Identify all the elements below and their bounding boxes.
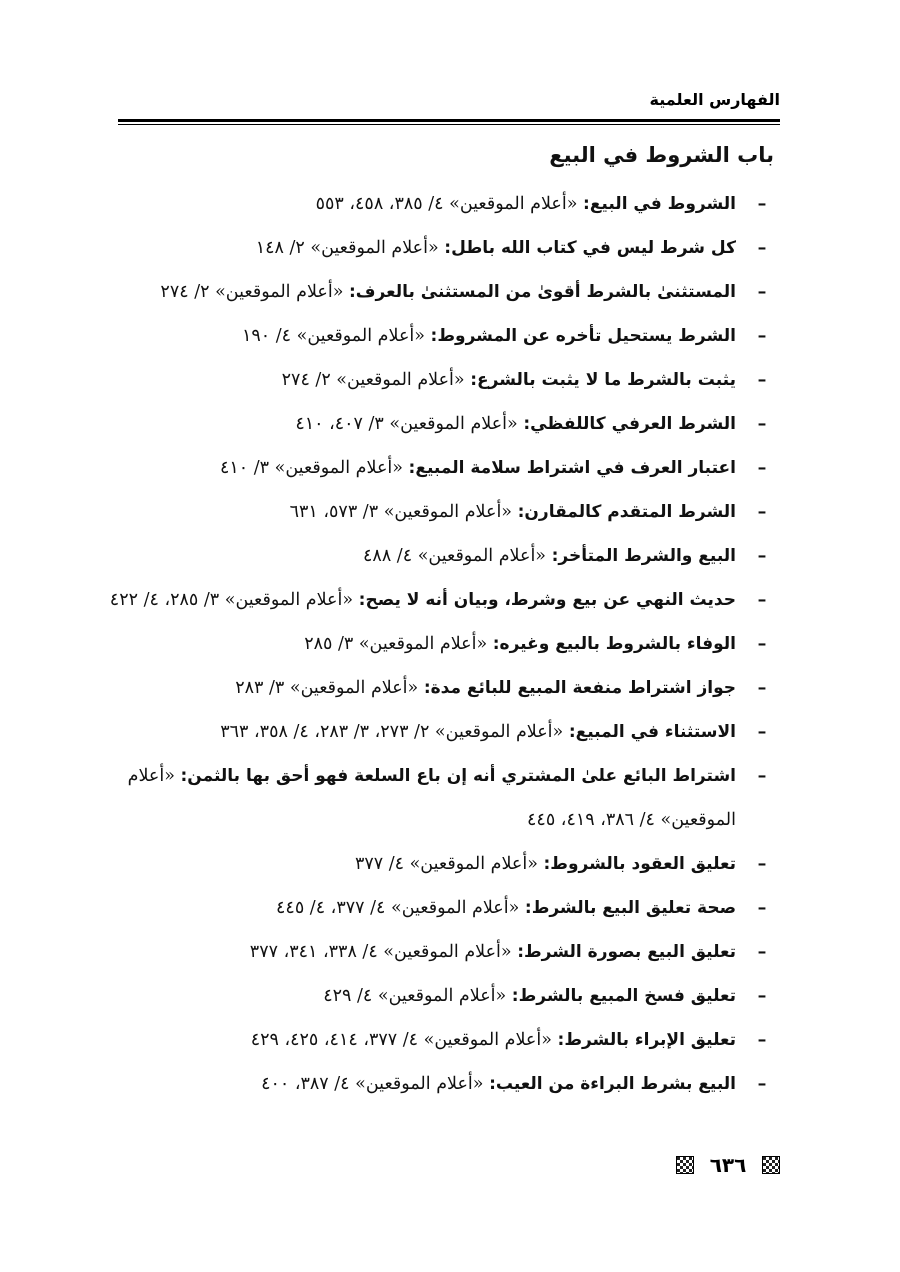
- entry-refs: ٢/ ٢٧٣، ٣/ ٢٨٣، ٤/ ٣٥٨، ٣٦٣: [220, 722, 430, 742]
- page-number: ٦٣٦: [709, 1153, 747, 1177]
- entry-topic: الشرط يستحيل تأخره عن المشروط:: [430, 326, 736, 346]
- index-content: [110, 140, 782, 1106]
- entry-topic: تعليق العقود بالشروط:: [543, 854, 736, 874]
- entry-book: «أعلام الموقعين»: [224, 590, 354, 610]
- entry-refs: ٣/ ٤١٠: [219, 458, 270, 478]
- entry-topic: اعتبار العرف في اشتراط سلامة المبيع:: [408, 458, 736, 478]
- index-entry: [110, 446, 782, 490]
- dash-bullet-icon: –: [757, 194, 767, 214]
- entry-topic: الشرط العرفي كاللفظي:: [523, 414, 736, 434]
- dash-bullet-icon: –: [757, 678, 767, 698]
- entry-book: «أعلام الموقعين»: [127, 766, 736, 830]
- dash-bullet-icon: –: [757, 766, 767, 786]
- index-entry: [110, 1062, 782, 1106]
- entry-topic: الشرط المتقدم كالمقارن:: [517, 502, 736, 522]
- index-entry: [110, 314, 782, 358]
- entry-refs: ٤/ ٤٨٨: [363, 546, 413, 566]
- entry-topic: البيع والشرط المتأخر:: [551, 546, 736, 566]
- entry-topic: جواز اشتراط منفعة المبيع للبائع مدة:: [423, 678, 736, 698]
- dash-bullet-icon: –: [757, 370, 767, 390]
- entry-refs: ٣/ ٢٨٣: [235, 678, 285, 698]
- entry-refs: ٢/ ٢٧٤: [281, 370, 331, 390]
- entry-refs: ٣/ ٤٠٧، ٤١٠: [295, 414, 384, 434]
- index-entry: [110, 1018, 782, 1062]
- entry-book: «أعلام الموقعين»: [423, 1030, 552, 1050]
- entry-book: «أعلام الموقعين»: [355, 1074, 484, 1094]
- entry-book: «أعلام الموقعين»: [383, 502, 513, 522]
- dash-bullet-icon: –: [757, 326, 767, 346]
- dash-bullet-icon: –: [757, 722, 767, 742]
- index-entry: [110, 754, 782, 842]
- index-entry: [110, 182, 782, 226]
- entry-refs: ٤/ ٣٣٨، ٣٤١، ٣٧٧: [249, 942, 378, 962]
- entry-book: «أعلام الموقعين»: [417, 546, 547, 566]
- dash-bullet-icon: –: [757, 546, 767, 566]
- entry-refs: ٤/ ٤٢٩: [323, 986, 373, 1006]
- entry-refs: ٤/ ١٩٠: [241, 326, 292, 346]
- entry-topic: صحة تعليق البيع بالشرط:: [524, 898, 736, 918]
- entry-book: «أعلام الموقعين»: [449, 194, 578, 214]
- entry-topic: تعليق فسخ المبيع بالشرط:: [511, 986, 736, 1006]
- index-entry: [110, 534, 782, 578]
- entry-topic: الشروط في البيع:: [583, 194, 736, 214]
- entry-refs: ٤/ ٣٨٧، ٤٠٠: [261, 1074, 350, 1094]
- page-footer: [676, 1150, 780, 1180]
- entry-refs: ٤/ ٣٧٧: [354, 854, 405, 874]
- entry-refs: ٣/ ٥٧٣، ٦٣١: [289, 502, 379, 522]
- index-entry: [110, 886, 782, 930]
- entry-book: «أعلام الموقعين»: [389, 414, 518, 434]
- ornament-left-icon: [676, 1156, 694, 1174]
- entry-book: «أعلام الموقعين»: [409, 854, 538, 874]
- dash-bullet-icon: –: [757, 590, 767, 610]
- index-entry: [110, 358, 782, 402]
- entry-refs: ٤/ ٣٨٦، ٤١٩، ٤٤٥: [527, 810, 655, 830]
- entry-topic: البيع بشرط البراءة من العيب:: [489, 1074, 736, 1094]
- dash-bullet-icon: –: [757, 898, 767, 918]
- entry-book: «أعلام الموقعين»: [310, 238, 439, 258]
- index-entries-list: [110, 182, 782, 1106]
- entry-book: «أعلام الموقعين»: [336, 370, 465, 390]
- entry-topic: كل شرط ليس في كتاب الله باطل:: [444, 238, 736, 258]
- entry-book: «أعلام الموقعين»: [215, 282, 344, 302]
- dash-bullet-icon: –: [757, 942, 767, 962]
- index-entry: [110, 842, 782, 886]
- entry-book: «أعلام الموقعين»: [377, 986, 507, 1006]
- entry-book: «أعلام الموقعين»: [274, 458, 403, 478]
- entry-refs: ٢/ ١٤٨: [255, 238, 305, 258]
- index-entry: [110, 490, 782, 534]
- index-entry: [110, 270, 782, 314]
- entry-refs: ٤/ ٣٨٥، ٤٥٨، ٥٥٣: [315, 194, 444, 214]
- entry-topic: الاستثناء في المبيع:: [568, 722, 736, 742]
- running-title: الفهارس العلمية: [649, 90, 780, 109]
- index-entry: [110, 578, 782, 622]
- dash-bullet-icon: –: [757, 854, 767, 874]
- entry-book: «أعلام الموقعين»: [358, 634, 488, 654]
- index-entry: [110, 402, 782, 446]
- running-header: [118, 88, 780, 118]
- entry-topic: تعليق البيع بصورة الشرط:: [517, 942, 736, 962]
- entry-topic: يثبت بالشرط ما لا يثبت بالشرع:: [470, 370, 736, 390]
- index-entry: [110, 226, 782, 270]
- entry-refs: ٢/ ٢٧٤: [160, 282, 210, 302]
- header-rule-thin: [118, 124, 780, 125]
- header-rule: [118, 119, 780, 122]
- entry-topic: حديث النهي عن بيع وشرط، وبيان أنه لا يصح:: [358, 590, 736, 610]
- index-entry: [110, 666, 782, 710]
- entry-book: «أعلام الموقعين»: [383, 942, 512, 962]
- dash-bullet-icon: –: [757, 238, 767, 258]
- dash-bullet-icon: –: [757, 634, 767, 654]
- entry-refs: ٤/ ٣٧٧، ٤١٤، ٤٢٥، ٤٢٩: [250, 1030, 419, 1050]
- dash-bullet-icon: –: [757, 502, 767, 522]
- index-entry: [110, 622, 782, 666]
- index-entry: [110, 974, 782, 1018]
- entry-topic: المستثنىٰ بالشرط أقوىٰ من المستثنىٰ بالعرف:: [348, 282, 736, 302]
- entry-book: «أعلام الموقعين»: [296, 326, 425, 346]
- index-entry: [110, 930, 782, 974]
- dash-bullet-icon: –: [757, 1074, 767, 1094]
- dash-bullet-icon: –: [757, 986, 767, 1006]
- index-entry: [110, 710, 782, 754]
- entry-refs: ٣/ ٢٨٥، ٤/ ٤٢٢: [109, 590, 220, 610]
- dash-bullet-icon: –: [757, 282, 767, 302]
- entry-topic: الوفاء بالشروط بالبيع وغيره:: [492, 634, 736, 654]
- dash-bullet-icon: –: [757, 458, 767, 478]
- ornament-right-icon: [762, 1156, 780, 1174]
- section-title: باب الشروط في البيع: [549, 143, 774, 167]
- entry-book: «أعلام الموقعين»: [434, 722, 564, 742]
- dash-bullet-icon: –: [757, 1030, 767, 1050]
- entry-refs: ٣/ ٢٨٥: [304, 634, 354, 654]
- entry-book: «أعلام الموقعين»: [289, 678, 419, 698]
- dash-bullet-icon: –: [757, 414, 767, 434]
- entry-topic: تعليق الإبراء بالشرط:: [557, 1030, 736, 1050]
- entry-book: «أعلام الموقعين»: [390, 898, 520, 918]
- entry-topic: اشتراط البائع علىٰ المشتري أنه إن باع السلعة فهو أحق بها بالثمن:: [180, 766, 736, 786]
- entry-refs: ٤/ ٣٧٧، ٤/ ٤٤٥: [276, 898, 386, 918]
